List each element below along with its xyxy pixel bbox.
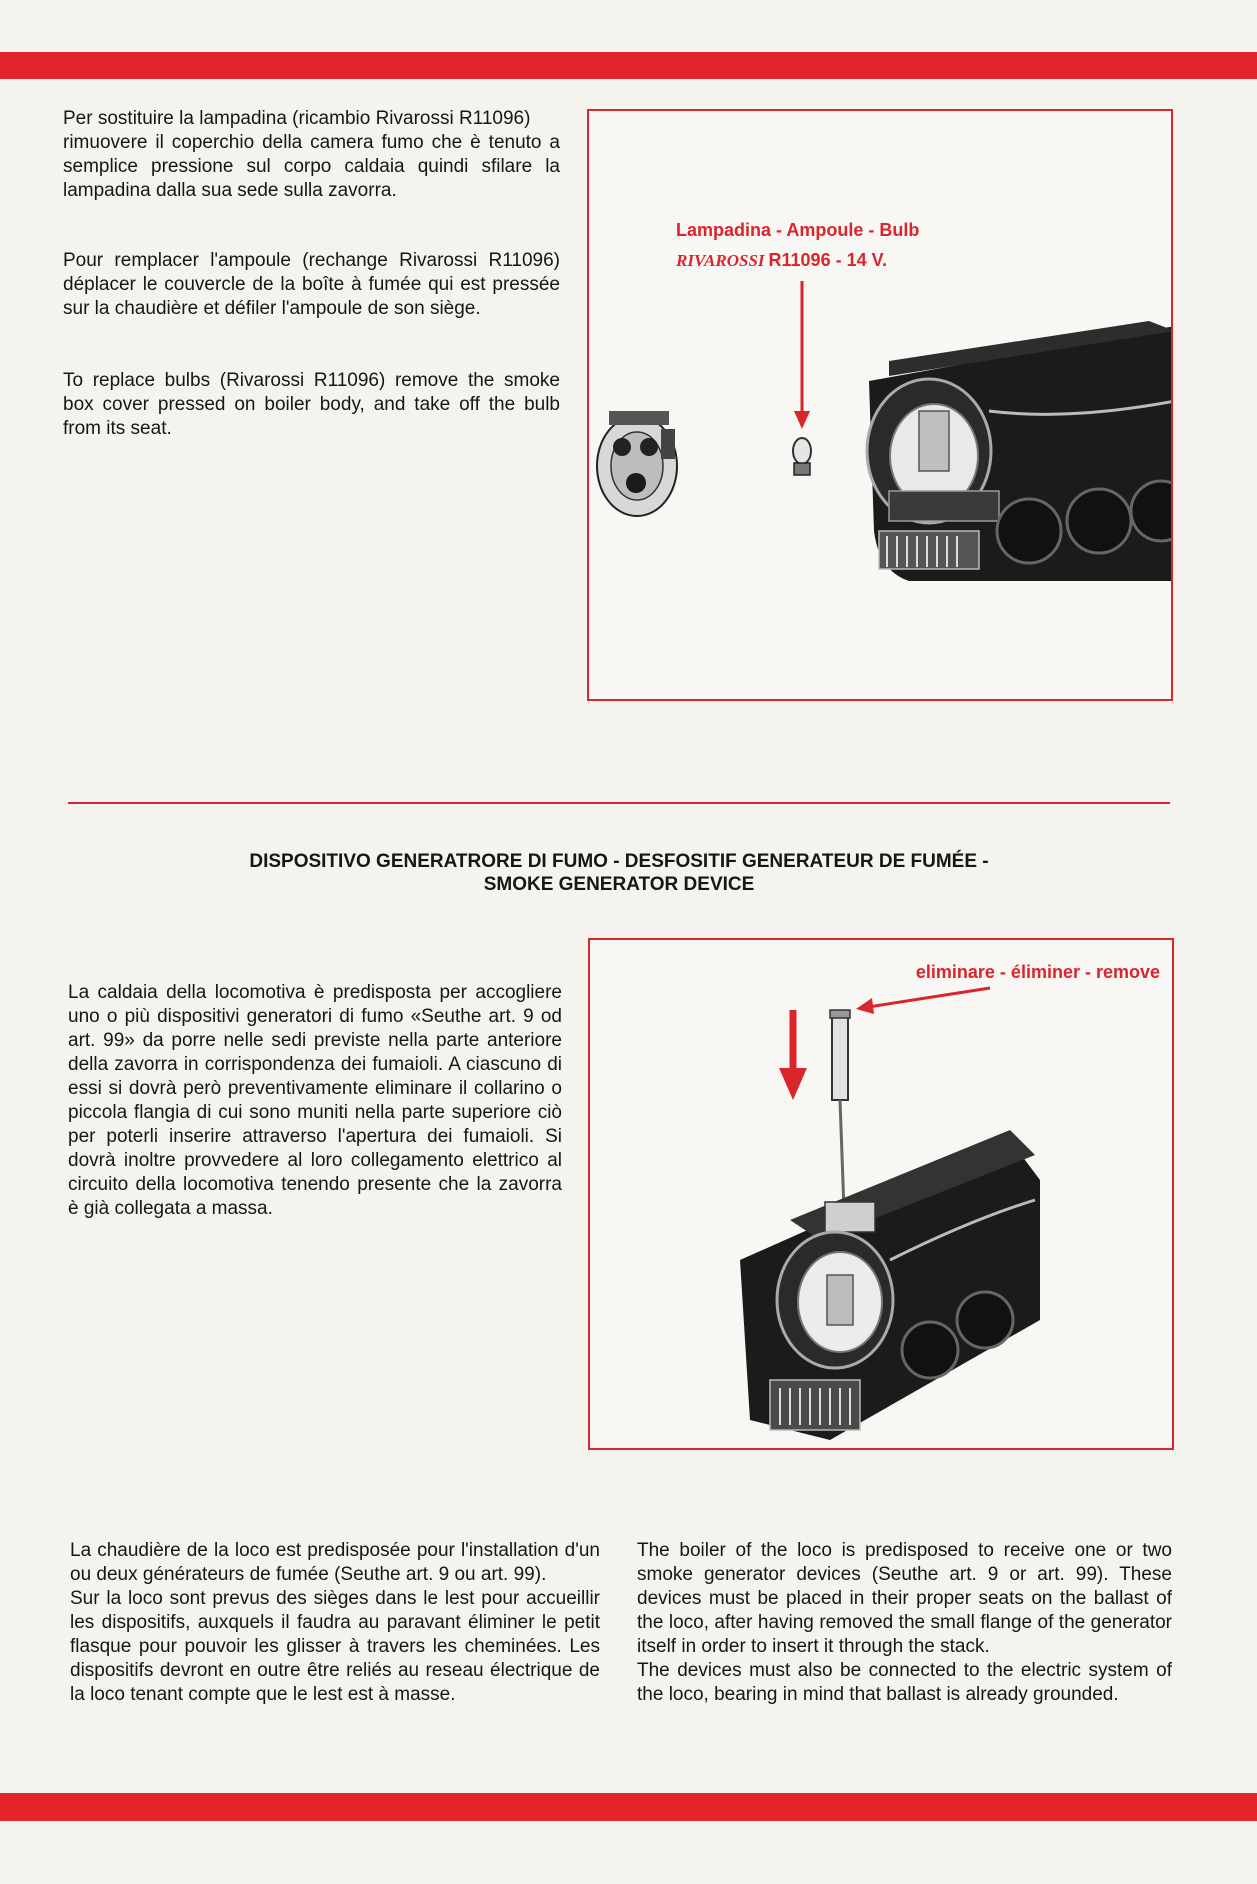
bottom-red-band [0, 1793, 1257, 1821]
bulb-caption-part [676, 250, 887, 271]
bulb-text-english: To replace bulbs (Rivarossi R11096) remove the smoke box cover pressed on boiler body, and take off the bulb from its seat. [63, 370, 560, 439]
bulb-icon [793, 438, 811, 475]
bulb-part-number: R11096 - 14 V. [768, 250, 887, 270]
bulb-text-italian: Per sostituire la lampadina (ricambio Rivarossi R11096) rimuovere il coperchio della camera fumo che è tenuto a semplice pressione sul corpo caldaia quindi sfilare la lampadina dalla sua sede sulla zavorra. [63, 108, 560, 201]
smoke-box-cover-icon [597, 411, 677, 516]
bulb-text-french: Pour remplacer l'ampoule (rechange Rivarossi R11096) déplacer le couvercle de la boîte à fumée qui est pressée sur la chaudière et défiler l'ampoule de son siège. [63, 250, 560, 319]
smoke-text-english: The boiler of the loco is predisposed to receive one or two smoke generator devices (Seuthe art. 9 or art. 99). These devices must be placed in their proper seats on the ballast of the loco, after having removed the small flange of the generator itself in order to insert it through the stack. The devices must also be connected to the electric system of the loco, bearing in mind that ballast is already grounded. [637, 1540, 1172, 1705]
arrow-left-icon [856, 988, 990, 1014]
section-divider [68, 802, 1170, 804]
locomotive-photo-icon [740, 1130, 1040, 1440]
remove-caption: eliminare - éliminer - remove [915, 962, 1160, 982]
top-red-band [0, 52, 1257, 79]
locomotive-front-illustration [589, 111, 1173, 701]
smoke-generator-icon [830, 1010, 850, 1210]
rivarossi-brand: RIVAROSSI [676, 251, 765, 270]
arrow-down-icon [779, 1010, 807, 1100]
smoke-text-italian: La caldaia della locomotiva è predisposta per accogliere uno o più dispositivi generatori di fumo «Seuthe art. 9 od art. 99» da porre nelle sedi previste nella parte anteriore della zavorra in corrispondenza dei fumaioli. A ciascuno di essi si dovrà però preventivamente eliminare il collarino o piccola flangia di cui sono muniti nella parte superiore ciò per poterli inserire attraverso l'apertura dei fumaioli. Si dovrà inoltre provvedere al loro collegamento elettrico al circuito della locomotiva tenendo presente che la zavorra è già collegata a massa. [68, 982, 562, 1219]
smoke-section-title: DISPOSITIVO GENERATRORE DI FUMO - DESFOSITIF GENERATEUR DE FUMÉE - SMOKE GENERATOR DEVICE [249, 851, 989, 895]
locomotive-photo-icon [867, 321, 1173, 581]
bulb-caption-title: Lampadina - Ampoule - Bulb [676, 220, 920, 240]
smoke-generator-figure [588, 938, 1174, 1450]
arrow-down-icon [794, 281, 810, 429]
bulb-figure [587, 109, 1173, 701]
smoke-text-french: La chaudière de la loco est predisposée pour l'installation d'un ou deux générateurs de fumée (Seuthe art. 9 ou art. 99). Sur la loco sont prevus des sièges dans le lest pour accueillir les dispositifs, auxquels il faudra au paravant éliminer le petit flasque pour pouvoir les glisser à travers les cheminées. Les dispositifs devront en outre être reliés au reseau électrique de la loco tenant compte que le lest est à masse. [70, 1540, 600, 1705]
locomotive-smoke-illustration [590, 940, 1174, 1450]
